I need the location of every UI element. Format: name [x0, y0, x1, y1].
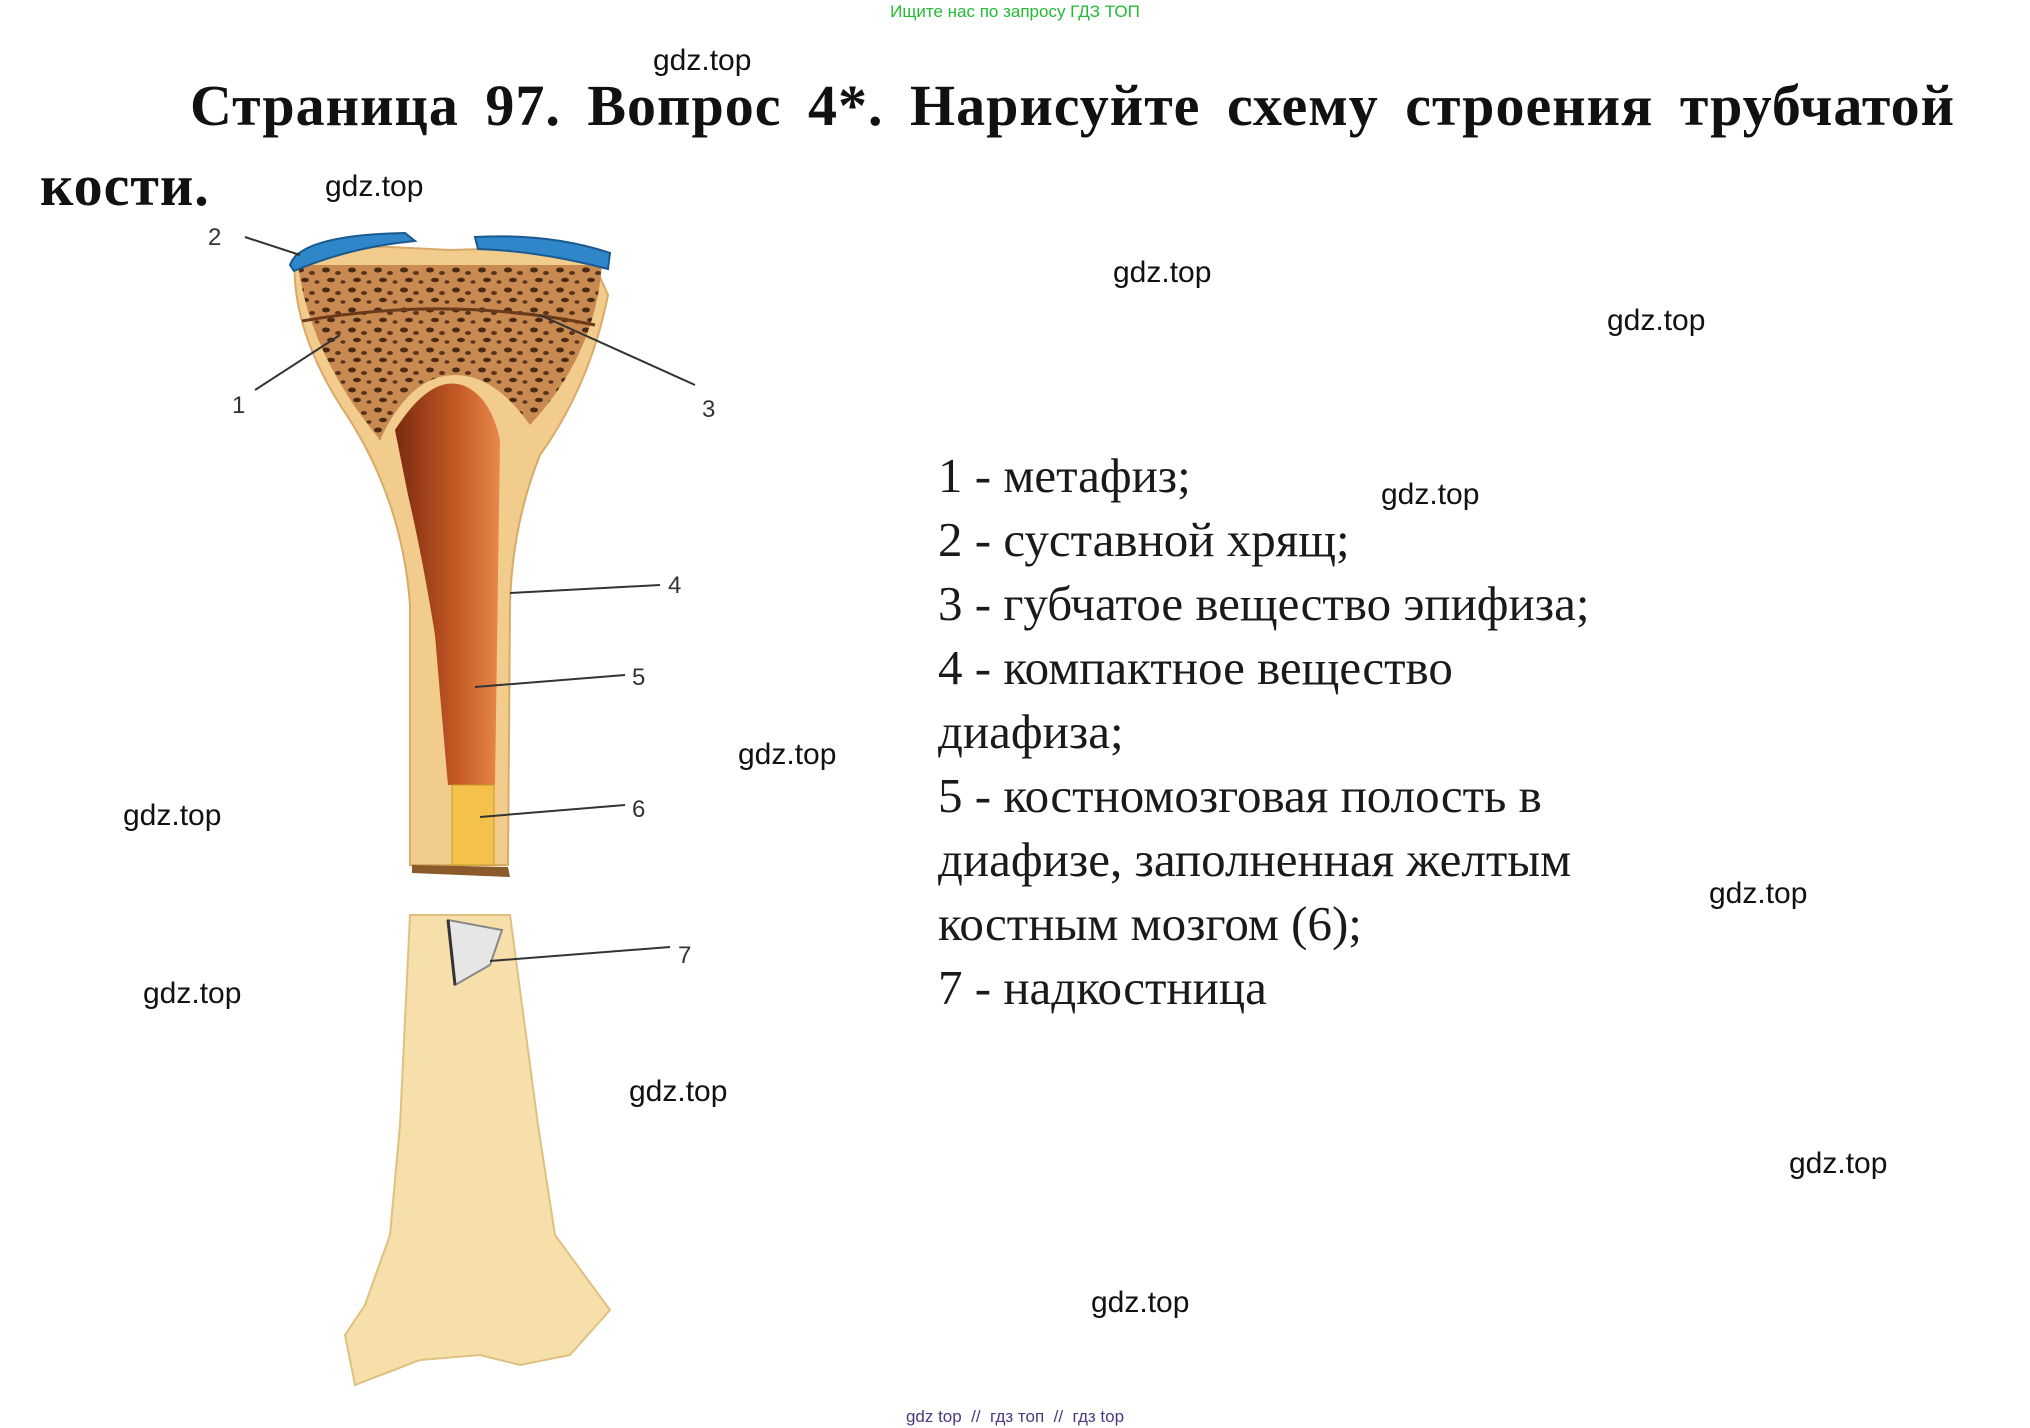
label-5: 5	[632, 664, 646, 691]
watermark: gdz.top	[653, 44, 752, 77]
label-3: 3	[702, 396, 716, 423]
page-title: Страница 97. Вопрос 4*. Нарисуйте схему строения трубчатой кости.	[40, 73, 1955, 218]
label-4: 4	[668, 572, 682, 599]
watermark: gdz.top	[1607, 304, 1706, 337]
bone-diagram	[190, 225, 750, 1395]
watermark: gdz.top	[123, 799, 222, 832]
watermark: gdz.top	[325, 170, 424, 203]
legend-line: 5 - костномозговая полость в	[938, 768, 1542, 823]
watermark: gdz.top	[629, 1075, 728, 1108]
watermark: gdz.top	[1709, 877, 1808, 910]
watermark: gdz.top	[1113, 256, 1212, 289]
label-7: 7	[678, 942, 692, 969]
watermark: gdz.top	[143, 977, 242, 1010]
legend-line: 3 - губчатое вещество эпифиза;	[938, 576, 1590, 631]
legend-line: костным мозгом (6);	[938, 896, 1362, 951]
top-banner: Ищите нас по запросу ГДЗ ТОП	[890, 2, 1140, 21]
label-6: 6	[632, 796, 646, 823]
watermark: gdz.top	[1789, 1147, 1888, 1180]
label-1: 1	[232, 392, 246, 419]
watermark: gdz.top	[1381, 478, 1480, 511]
legend-line: 1 - метафиз;	[938, 448, 1191, 503]
label-2: 2	[208, 225, 222, 251]
legend-line: диафиза;	[938, 704, 1124, 759]
legend-line: 4 - компактное вещество	[938, 640, 1453, 695]
watermark: gdz.top	[1091, 1286, 1190, 1319]
legend	[938, 444, 1590, 1020]
distal-epiphysis	[345, 915, 610, 1385]
legend-line: 7 - надкостница	[938, 960, 1267, 1015]
cut-line	[412, 865, 510, 877]
yellow-marrow	[452, 785, 494, 865]
footer: gdz top // гдз топ // гдз top	[905, 1407, 1125, 1426]
watermark: gdz.top	[738, 738, 837, 771]
legend-line: диафизе, заполненная желтым	[938, 832, 1572, 887]
legend-line: 2 - суставной хрящ;	[938, 512, 1350, 567]
